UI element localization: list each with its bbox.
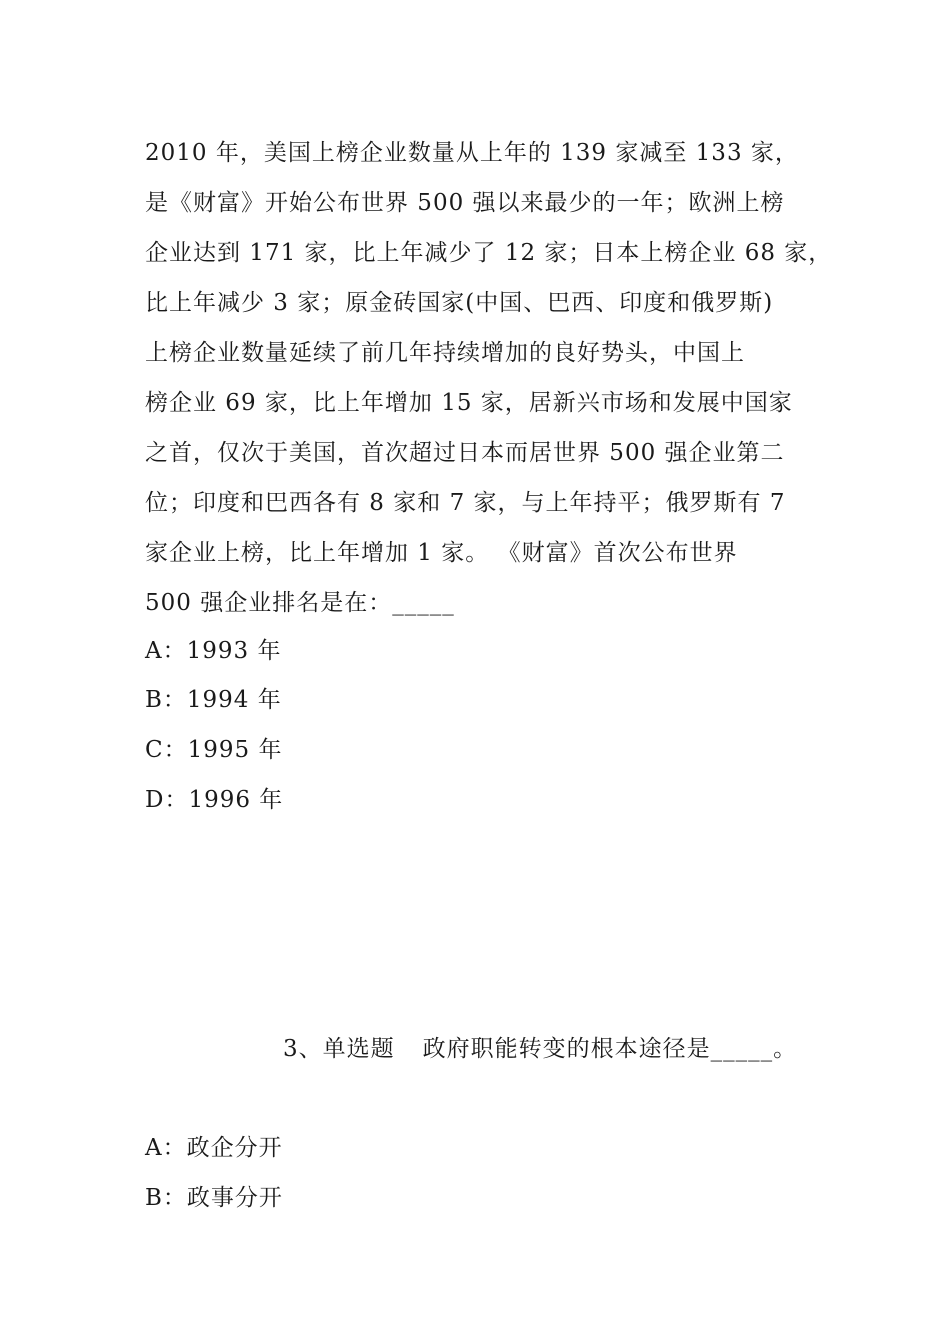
question-2-option-a: A：1993 年	[145, 638, 282, 664]
question-2-option-c: C：1995 年	[145, 737, 283, 763]
stem-line: 位；印度和巴西各有 8 家和 7 家，与上年持平；俄罗斯有 7	[145, 490, 786, 516]
stem-line: 是《财富》开始公布世界 500 强以来最少的一年；欧洲上榜	[145, 190, 785, 216]
question-3-title	[283, 1034, 797, 1064]
question-3-number: 3、单选题	[283, 1036, 395, 1062]
question-3-stem: 政府职能转变的根本途径是_____。	[422, 1036, 798, 1062]
stem-line: 之首，仅次于美国，首次超过日本而居世界 500 强企业第二	[145, 440, 785, 466]
stem-line: 500 强企业排名是在：_____	[145, 590, 455, 616]
question-2-option-d: D：1996 年	[145, 787, 284, 813]
stem-line: 比上年减少 3 家；原金砖国家(中国、巴西、印度和俄罗斯)	[145, 290, 774, 316]
stem-line: 企业达到 171 家，比上年减少了 12 家；日本上榜企业 68 家，	[145, 240, 833, 266]
stem-line: 上榜企业数量延续了前几年持续增加的良好势头，中国上	[145, 340, 745, 366]
question-2-option-b: B：1994 年	[145, 687, 282, 713]
stem-line: 2010 年，美国上榜企业数量从上年的 139 家减至 133 家，	[145, 140, 799, 166]
stem-line: 榜企业 69 家，比上年增加 15 家，居新兴市场和发展中国家	[145, 390, 793, 416]
question-3-option-a: A：政企分开	[145, 1135, 283, 1161]
question-3-option-b: B：政事分开	[145, 1185, 283, 1211]
stem-line: 家企业上榜，比上年增加 1 家。 《财富》首次公布世界	[145, 540, 738, 566]
